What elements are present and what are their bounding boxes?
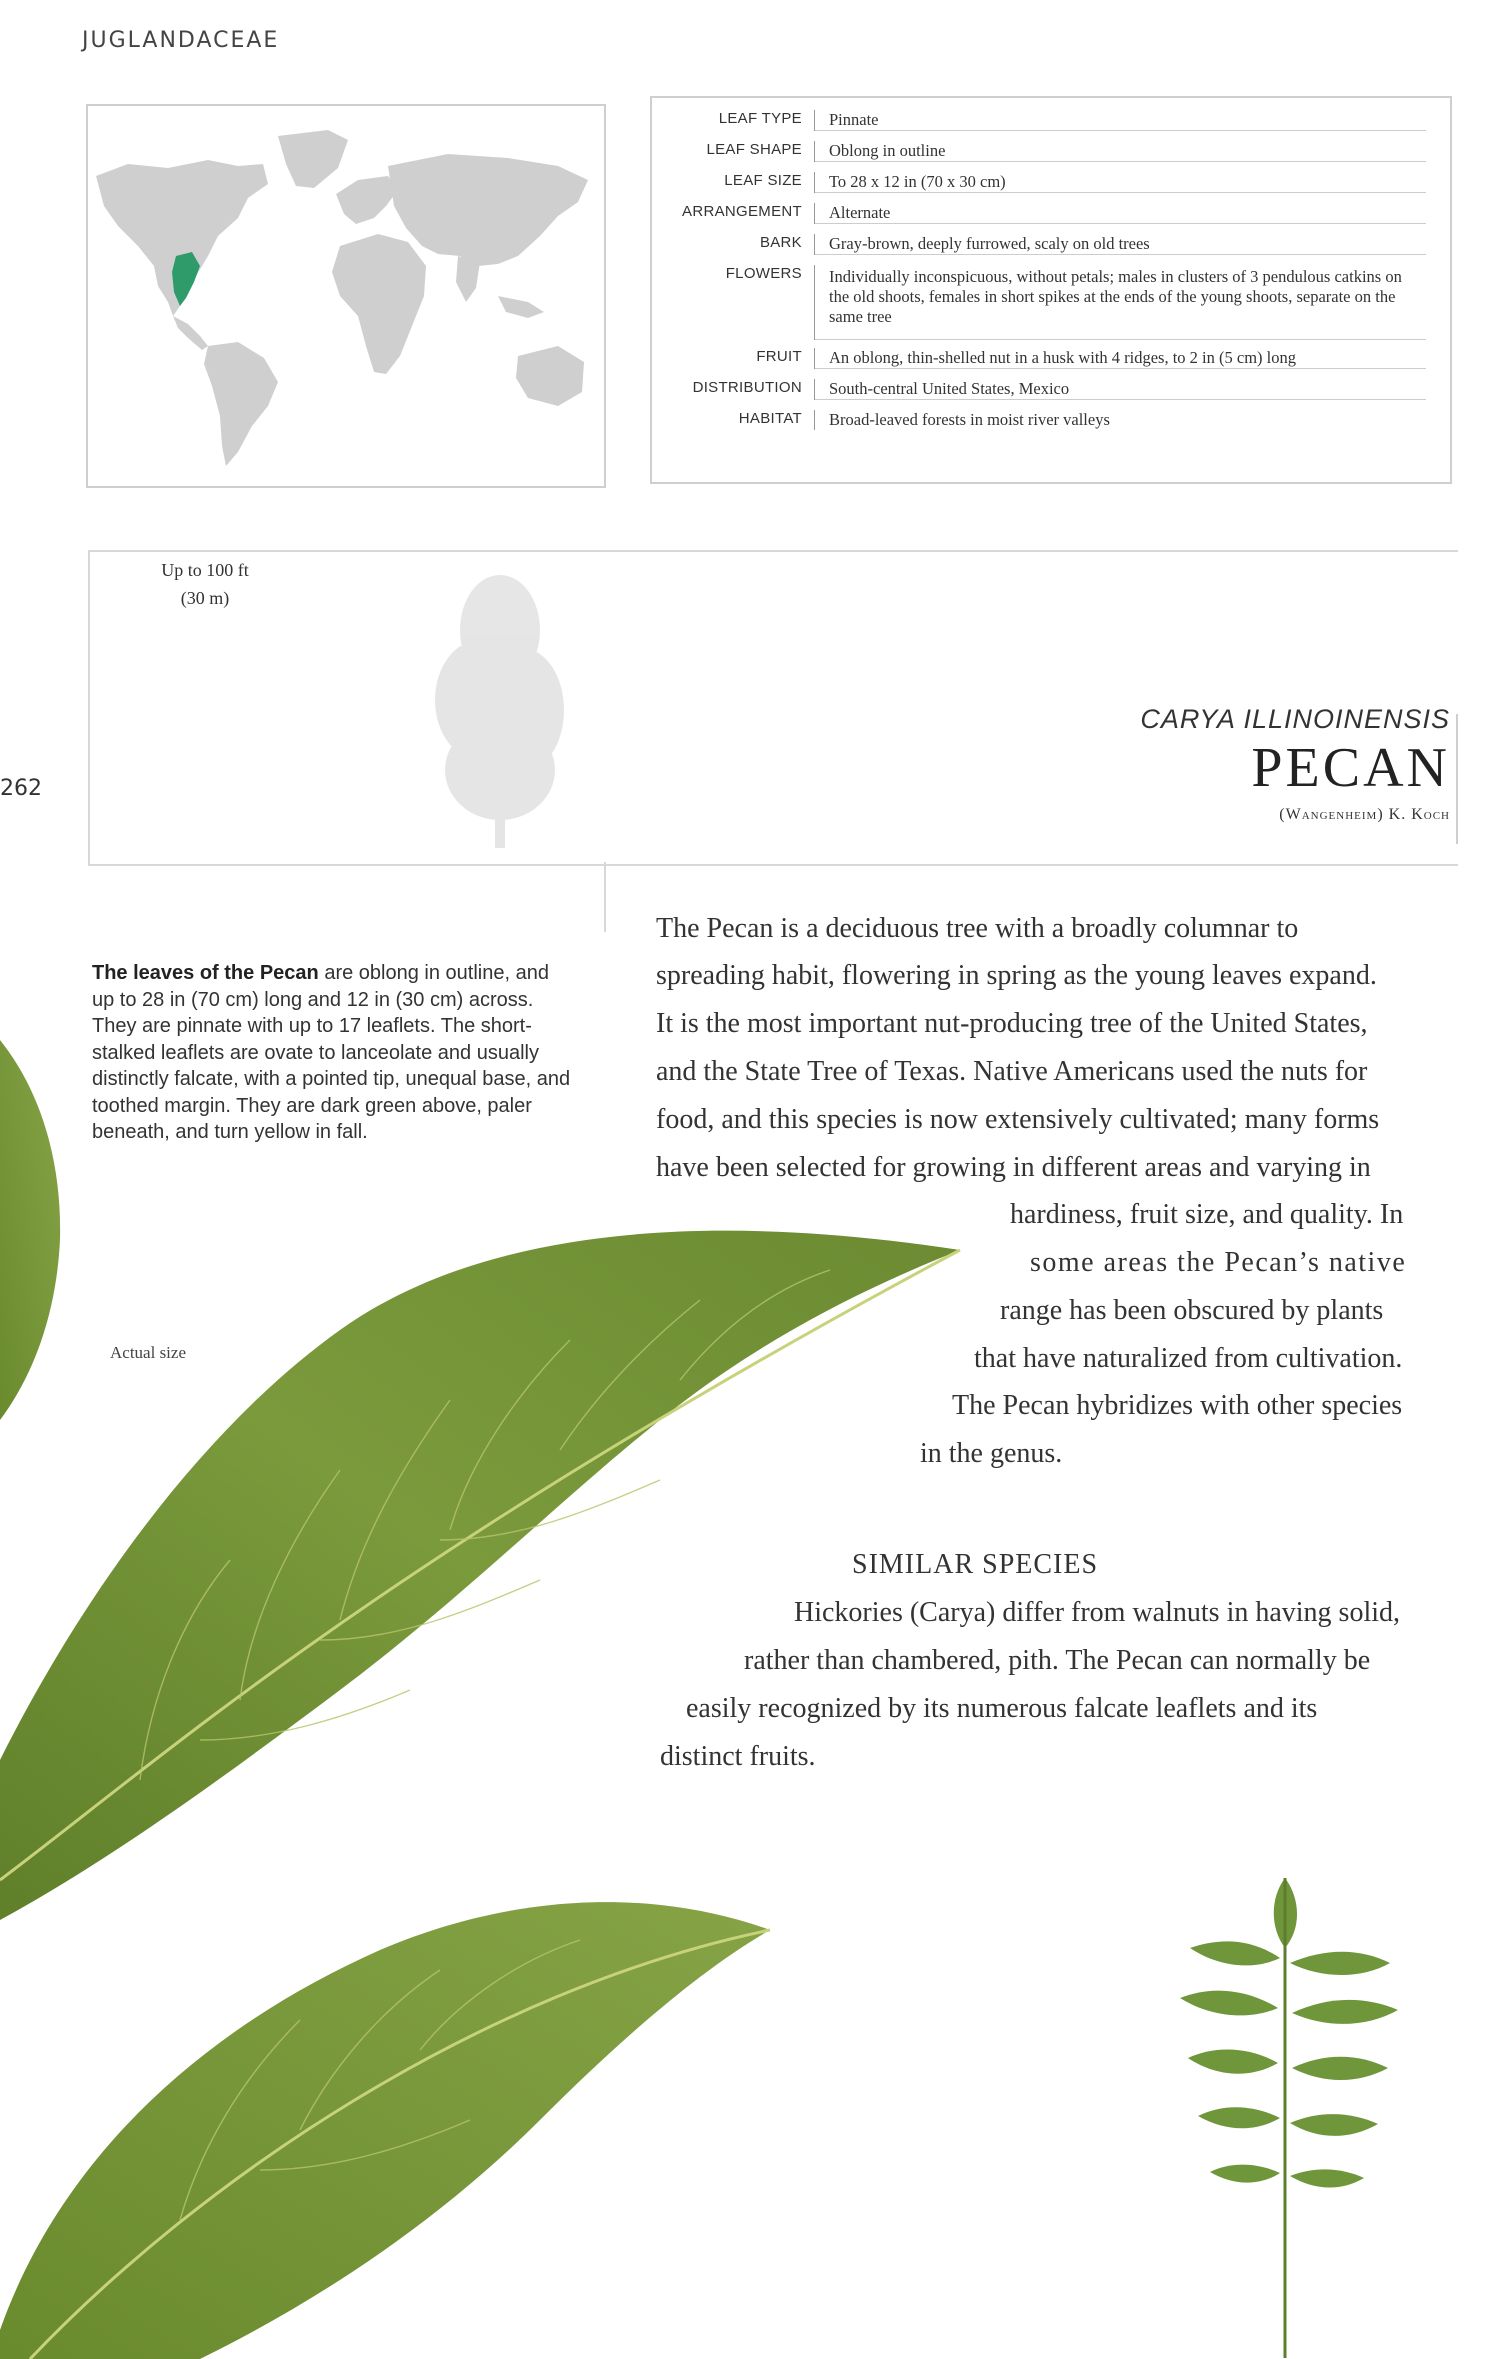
facts-row-habitat	[652, 410, 1450, 430]
caption-text: are oblong in outline, and up to 28 in (70 cm) long and 12 in (30 cm) across. They are pinnate with up to 17 leaflets. The short-stalked leaflets are ovate to lanceolate and usually distinctly falcate, with a pointed tip, unequal base, and toothed margin. They are dark green above, paler beneath, and turn yellow in fall.	[92, 962, 571, 1143]
description-line: in the genus.	[920, 1438, 1063, 1469]
facts-value: Broad-leaved forests in moist river valleys	[829, 410, 1110, 429]
facts-row-leaf-size	[652, 172, 1450, 193]
facts-row-flowers	[652, 265, 1450, 340]
description-line: spreading habit, flowering in spring as the young leaves expand.	[656, 960, 1377, 991]
facts-value: Pinnate	[815, 110, 1426, 131]
caption-lead: The leaves of the Pecan	[92, 962, 319, 984]
height-label	[140, 556, 270, 612]
similar-line: distinct fruits.	[660, 1741, 816, 1772]
facts-row-leaf-shape	[652, 141, 1450, 162]
facts-label: LEAF TYPE	[652, 110, 815, 131]
facts-value: Individually inconspicuous, without petals; males in clusters of 3 pendulous catkins on the old shoots, females in short spikes at the ends of the young shoots, separate on the same tree	[815, 265, 1426, 340]
facts-label: FLOWERS	[652, 265, 815, 340]
column-divider	[604, 862, 606, 932]
facts-value: Alternate	[815, 203, 1426, 224]
pinnate-leaf-icon	[1130, 1868, 1440, 2358]
description-line: have been selected for growing in different areas and varying in	[656, 1152, 1371, 1183]
height-ft: Up to 100 ft	[161, 560, 249, 580]
facts-row-distribution	[652, 379, 1450, 400]
tree-silhouette-icon	[400, 560, 600, 850]
similar-line: rather than chambered, pith. The Pecan can normally be	[744, 1645, 1371, 1676]
facts-label: LEAF SHAPE	[652, 141, 815, 162]
facts-value: South-central United States, Mexico	[815, 379, 1426, 400]
facts-table	[650, 96, 1452, 484]
description-line: that have naturalized from cultivation.	[974, 1343, 1403, 1374]
description-line: hardiness, fruit size, and quality. In	[1010, 1199, 1404, 1230]
facts-value: Oblong in outline	[815, 141, 1426, 162]
facts-row-arrangement	[652, 203, 1450, 224]
facts-value: Gray-brown, deeply furrowed, scaly on old trees	[815, 234, 1426, 255]
similar-line: easily recognized by its numerous falcate leaflets and its	[686, 1693, 1318, 1724]
description-line: range has been obscured by plants	[1000, 1295, 1384, 1326]
description-line: The Pecan hybridizes with other species	[952, 1390, 1403, 1421]
map-land	[96, 130, 588, 466]
description-line: The Pecan is a deciduous tree with a broadly columnar to	[656, 913, 1299, 944]
facts-label: FRUIT	[652, 348, 815, 369]
description-line: and the State Tree of Texas. Native Americans used the nuts for	[656, 1056, 1368, 1087]
distribution-map	[86, 104, 606, 488]
actual-size-label: Actual size	[110, 1343, 186, 1362]
similar-line: Hickories (Carya) differ from walnuts in having solid,	[794, 1597, 1401, 1628]
world-distribution-map-icon	[88, 106, 604, 486]
facts-label: BARK	[652, 234, 815, 255]
facts-row-bark	[652, 234, 1450, 255]
height-m: (30 m)	[180, 588, 230, 608]
common-name: PECAN	[1251, 737, 1450, 799]
scientific-name: CARYA ILLINOINENSIS	[1140, 704, 1450, 734]
facts-row-fruit	[652, 348, 1450, 369]
facts-label: DISTRIBUTION	[652, 379, 815, 400]
name-divider	[1456, 714, 1458, 844]
facts-label: ARRANGEMENT	[652, 203, 815, 224]
page-number: 262	[0, 776, 42, 801]
description-line: some areas the Pecan’s native	[1030, 1247, 1407, 1278]
family-header: JUGLANDACEAE	[82, 28, 280, 53]
facts-value: An oblong, thin-shelled nut in a husk with 4 ridges, to 2 in (5 cm) long	[815, 348, 1426, 369]
description-line: It is the most important nut-producing tree of the United States,	[656, 1008, 1368, 1039]
author-citation: (Wangenheim) K. Koch	[1279, 806, 1450, 823]
similar-species-heading: SIMILAR SPECIES	[852, 1549, 1099, 1580]
facts-label: LEAF SIZE	[652, 172, 815, 193]
leaf-caption	[92, 960, 572, 1146]
facts-value: To 28 x 12 in (70 x 30 cm)	[815, 172, 1426, 193]
facts-row-leaf-type	[652, 110, 1450, 131]
facts-label: HABITAT	[652, 410, 815, 430]
description-line: food, and this species is now extensively cultivated; many forms	[656, 1104, 1380, 1135]
